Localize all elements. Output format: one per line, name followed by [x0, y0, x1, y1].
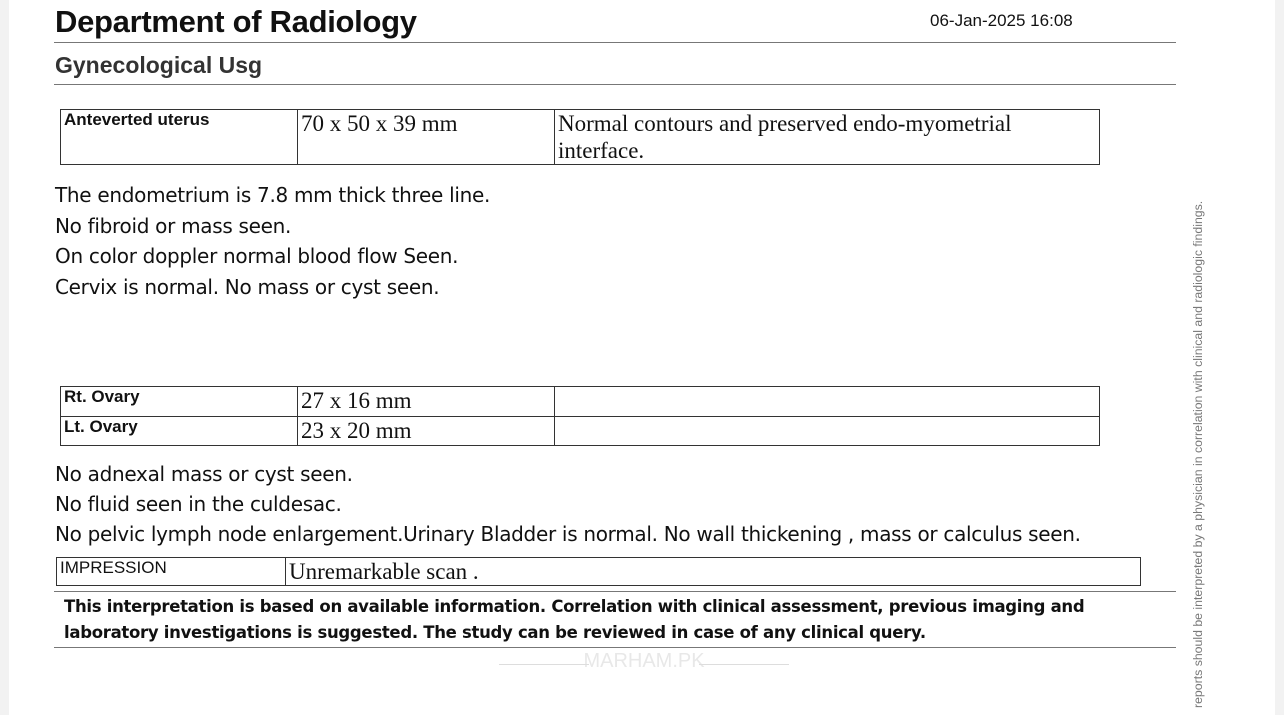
finding-line: No pelvic lymph node enlargement.Urinary Bladder is normal. No wall thickening , mass or calculus seen.: [55, 522, 1081, 546]
divider: [54, 84, 1176, 85]
ovary-size: 23 x 20 mm: [301, 418, 412, 443]
impression-label: IMPRESSION: [60, 558, 167, 577]
findings-adnexa: [55, 459, 1081, 549]
finding-line: No adnexal mass or cyst seen.: [55, 462, 353, 486]
divider: [54, 647, 1176, 648]
uterus-label: Anteverted uterus: [64, 110, 210, 129]
finding-line: On color doppler normal blood flow Seen.: [55, 244, 459, 268]
finding-line: No fluid seen in the culdesac.: [55, 492, 342, 516]
finding-line: Cervix is normal. No mass or cyst seen.: [55, 274, 440, 299]
findings-uterus: [55, 180, 490, 302]
uterus-table: [60, 109, 1100, 165]
side-note: reports should be interpreted by a physician in correlation with clinical and radiologic findings.: [1191, 200, 1205, 708]
divider: [54, 42, 1176, 43]
table-row: [57, 558, 1141, 586]
impression-table: [56, 557, 1141, 586]
impression-value: Unremarkable scan .: [289, 559, 479, 584]
uterus-note: Normal contours and preserved endo-myometrial interface.: [558, 111, 1012, 163]
table-row: [61, 387, 1100, 417]
table-row: [61, 417, 1100, 446]
disclaimer-line: laboratory investigations is suggested. The study can be reviewed in case of any clinical query.: [64, 623, 926, 642]
report-datetime: 06-Jan-2025 16:08: [930, 11, 1073, 30]
finding-line: No fibroid or mass seen.: [55, 213, 292, 238]
report-page: [9, 0, 1275, 715]
uterus-size: 70 x 50 x 39 mm: [301, 111, 458, 136]
ovary-label: Rt. Ovary: [64, 387, 140, 406]
ovary-table: [60, 386, 1100, 446]
watermark: MARHAM.PK: [494, 650, 794, 680]
finding-line: The endometrium is 7.8 mm thick three line.: [55, 183, 491, 207]
ovary-label: Lt. Ovary: [64, 417, 138, 436]
table-row: [61, 110, 1100, 165]
disclaimer: [64, 594, 1084, 646]
exam-title: Gynecological Usg: [55, 52, 263, 78]
divider: [54, 591, 1176, 592]
ovary-size: 27 x 16 mm: [301, 388, 412, 413]
disclaimer-line: This interpretation is based on available information. Correlation with clinical assessment, previous imaging and: [64, 597, 1085, 616]
page-title: Department of Radiology: [55, 4, 417, 39]
